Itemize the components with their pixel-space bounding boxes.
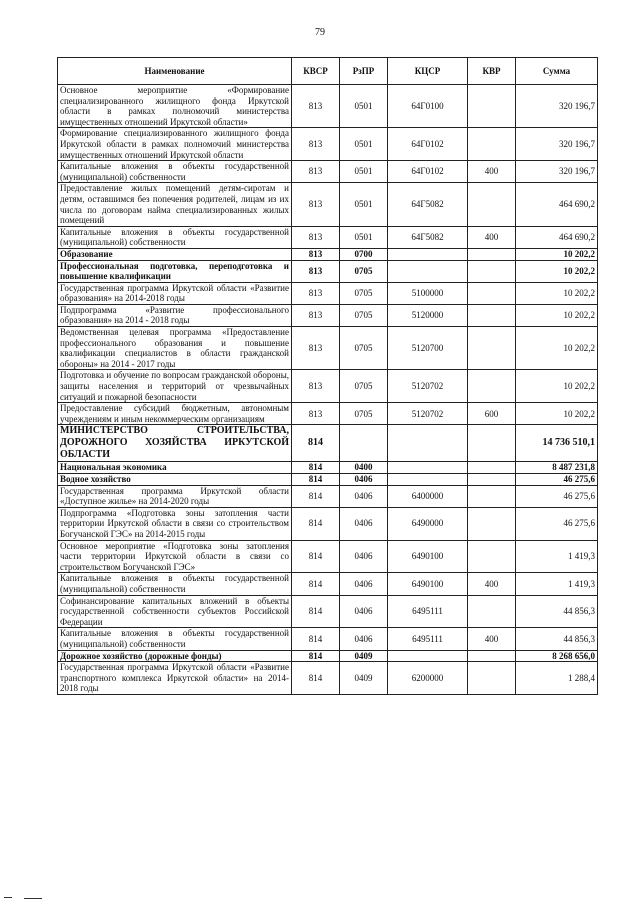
cell-name: Образование [58, 248, 292, 260]
cell-name: Подпрограмма «Подготовка зоны затопления части территории Иркутской области в связи со строительством Богучанской ГЭС» на 2014-2015 годы [58, 507, 292, 540]
cell-kvr [468, 540, 516, 573]
cell-kcsr: 6495111 [388, 628, 468, 650]
cell-kvsr: 813 [292, 128, 340, 161]
cell-name: Подготовка и обучение по вопросам гражданской обороны, защиты населения и территорий от чрезвычайных ситуаций и пожарной безопасности [58, 370, 292, 403]
cell-rzpr: 0501 [340, 128, 388, 161]
header-rzpr: РзПР [340, 58, 388, 85]
cell-kvsr: 813 [292, 260, 340, 282]
cell-kvsr: 813 [292, 327, 340, 370]
cell-kvr [468, 370, 516, 403]
cell-kvsr: 813 [292, 248, 340, 260]
cell-kvsr: 814 [292, 507, 340, 540]
cell-sum: 320 196,7 [516, 161, 598, 183]
table-row [58, 304, 598, 326]
cell-kvr [468, 327, 516, 370]
cell-name: МИНИСТЕРСТВО СТРОИТЕЛЬСТВА, ДОРОЖНОГО ХОЗЯЙСТВА ИРКУТСКОЙ ОБЛАСТИ [58, 425, 292, 462]
table-row [58, 507, 598, 540]
table-row [58, 260, 598, 282]
cell-sum: 10 202,2 [516, 248, 598, 260]
page-number: 79 [315, 27, 325, 38]
cell-kvr [468, 183, 516, 226]
cell-rzpr [340, 425, 388, 462]
cell-sum: 10 202,2 [516, 370, 598, 403]
table-header-row [58, 58, 598, 85]
cell-rzpr: 0501 [340, 85, 388, 128]
cell-kvsr: 814 [292, 595, 340, 628]
cell-sum: 464 690,2 [516, 183, 598, 226]
cell-name: Государственная программа Иркутской области «Доступное жилье» на 2014-2020 годы [58, 485, 292, 507]
budget-table [57, 57, 598, 695]
cell-kvr [468, 85, 516, 128]
cell-rzpr: 0409 [340, 650, 388, 662]
cell-kcsr: 5100000 [388, 282, 468, 304]
table-row [58, 248, 598, 260]
cell-kcsr: 5120702 [388, 370, 468, 403]
cell-kvsr: 814 [292, 628, 340, 650]
header-kcsr: КЦСР [388, 58, 468, 85]
cell-name: Ведомственная целевая программа «Предоставление профессионального образования и повышение квалификации специалистов в области гражданской обороны» на 2014 - 2017 годы [58, 327, 292, 370]
cell-kvsr: 813 [292, 304, 340, 326]
cell-kvsr: 814 [292, 650, 340, 662]
cell-rzpr: 0409 [340, 662, 388, 695]
cell-sum: 44 856,3 [516, 595, 598, 628]
cell-name: Предоставление субсидий бюджетным, автономным учреждениям и иным некоммерческим организациям [58, 403, 292, 425]
cell-kcsr: 6490000 [388, 507, 468, 540]
cell-rzpr: 0406 [340, 540, 388, 573]
cell-name: Подпрограмма «Развитие профессионального образования» на 2014 - 2018 годы [58, 304, 292, 326]
cell-kcsr [388, 650, 468, 662]
cell-kcsr: 6495111 [388, 595, 468, 628]
cell-kvr [468, 595, 516, 628]
cell-kcsr: 5120702 [388, 403, 468, 425]
cell-kcsr [388, 462, 468, 474]
cell-rzpr: 0705 [340, 304, 388, 326]
header-sum: Сумма [516, 58, 598, 85]
cell-name: Водное хозяйство [58, 474, 292, 486]
cell-kcsr: 6200000 [388, 662, 468, 695]
cell-sum: 320 196,7 [516, 85, 598, 128]
cell-sum: 320 196,7 [516, 128, 598, 161]
cell-rzpr: 0406 [340, 573, 388, 595]
cell-name: Профессиональная подготовка, переподготовка и повышение квалификации [58, 260, 292, 282]
cell-name: Национальная экономика [58, 462, 292, 474]
scan-mark [4, 897, 12, 898]
table-row [58, 327, 598, 370]
cell-sum: 10 202,2 [516, 282, 598, 304]
cell-sum: 10 202,2 [516, 304, 598, 326]
cell-kvsr: 813 [292, 403, 340, 425]
cell-kvsr: 814 [292, 485, 340, 507]
cell-rzpr: 0406 [340, 474, 388, 486]
cell-name: Софинансирование капитальных вложений в объекты государственной собственности субъектов Российской Федерации [58, 595, 292, 628]
cell-kvsr: 814 [292, 474, 340, 486]
cell-name: Предоставление жилых помещений детям-сиротам и детям, оставшимся без попечения родителей, лицам из их числа по договорам найма специализированных жилых помещений [58, 183, 292, 226]
cell-kvr: 400 [468, 161, 516, 183]
cell-kvr [468, 662, 516, 695]
cell-kcsr: 6490100 [388, 573, 468, 595]
cell-sum: 1 419,3 [516, 573, 598, 595]
cell-rzpr: 0400 [340, 462, 388, 474]
cell-rzpr: 0705 [340, 403, 388, 425]
table-row [58, 662, 598, 695]
cell-name: Государственная программа Иркутской области «Развитие образования» на 2014-2018 годы [58, 282, 292, 304]
cell-name: Государственная программа Иркутской области «Развитие транспортного комплекса Иркутской области» на 2014-2018 годы [58, 662, 292, 695]
cell-sum: 8 487 231,8 [516, 462, 598, 474]
cell-rzpr: 0705 [340, 260, 388, 282]
scan-mark [24, 898, 42, 899]
cell-kcsr [388, 260, 468, 282]
cell-kvr: 400 [468, 573, 516, 595]
table-row [58, 650, 598, 662]
cell-kvr [468, 474, 516, 486]
cell-name: Капитальные вложения в объекты государственной (муниципальной) собственности [58, 226, 292, 248]
table-row [58, 485, 598, 507]
cell-kcsr: 5120700 [388, 327, 468, 370]
cell-kvr [468, 248, 516, 260]
cell-kvr [468, 260, 516, 282]
cell-sum: 10 202,2 [516, 327, 598, 370]
cell-kcsr [388, 474, 468, 486]
table-row [58, 282, 598, 304]
cell-rzpr: 0705 [340, 370, 388, 403]
cell-kvr: 600 [468, 403, 516, 425]
cell-rzpr: 0501 [340, 183, 388, 226]
table-row [58, 573, 598, 595]
cell-rzpr: 0406 [340, 485, 388, 507]
table-row [58, 85, 598, 128]
table-row [58, 161, 598, 183]
cell-kvsr: 814 [292, 462, 340, 474]
cell-kcsr: 64Г0102 [388, 128, 468, 161]
table-row [58, 370, 598, 403]
cell-sum: 46 275,6 [516, 485, 598, 507]
table-row [58, 403, 598, 425]
cell-kvr [468, 282, 516, 304]
table-row [58, 425, 598, 462]
cell-rzpr: 0501 [340, 161, 388, 183]
cell-kvsr: 813 [292, 370, 340, 403]
cell-name: Капитальные вложения в объекты государственной (муниципальной) собственности [58, 628, 292, 650]
table-row [58, 128, 598, 161]
cell-kvr [468, 507, 516, 540]
cell-kcsr: 64Г5082 [388, 226, 468, 248]
cell-kvsr: 813 [292, 183, 340, 226]
cell-sum: 44 856,3 [516, 628, 598, 650]
cell-name: Капитальные вложения в объекты государственной (муниципальной) собственности [58, 161, 292, 183]
cell-sum: 464 690,2 [516, 226, 598, 248]
cell-kvsr: 814 [292, 540, 340, 573]
cell-sum: 1 288,4 [516, 662, 598, 695]
cell-kvr [468, 425, 516, 462]
table-row [58, 595, 598, 628]
cell-rzpr: 0406 [340, 628, 388, 650]
cell-name: Основное мероприятие «Формирование специализированного жилищного фонда Иркутской области в рамках полномочий министерства имущественных отношений Иркутской области» [58, 85, 292, 128]
cell-sum: 46 275,6 [516, 474, 598, 486]
header-kvsr: КВСР [292, 58, 340, 85]
cell-name: Формирование специализированного жилищного фонда Иркутской области в рамках полномочий министерства имущественных отношений Иркутской области [58, 128, 292, 161]
cell-kvsr: 814 [292, 425, 340, 462]
table-row [58, 183, 598, 226]
cell-rzpr: 0700 [340, 248, 388, 260]
cell-kvsr: 813 [292, 226, 340, 248]
cell-kvsr: 814 [292, 573, 340, 595]
cell-name: Капитальные вложения в объекты государственной (муниципальной) собственности [58, 573, 292, 595]
cell-rzpr: 0501 [340, 226, 388, 248]
cell-kvsr: 813 [292, 161, 340, 183]
cell-kvsr: 813 [292, 282, 340, 304]
cell-sum: 46 275,6 [516, 507, 598, 540]
cell-sum: 8 268 656,0 [516, 650, 598, 662]
cell-kcsr: 64Г0102 [388, 161, 468, 183]
cell-kvsr: 814 [292, 662, 340, 695]
table-row [58, 226, 598, 248]
cell-kvr [468, 128, 516, 161]
cell-name: Дорожное хозяйство (дорожные фонды) [58, 650, 292, 662]
cell-sum: 1 419,3 [516, 540, 598, 573]
cell-sum: 10 202,2 [516, 403, 598, 425]
cell-kvsr: 813 [292, 85, 340, 128]
table-row [58, 628, 598, 650]
cell-kvr: 400 [468, 226, 516, 248]
cell-kcsr: 5120000 [388, 304, 468, 326]
cell-kcsr [388, 425, 468, 462]
header-name: Наименование [58, 58, 292, 85]
cell-kvr [468, 650, 516, 662]
table-row [58, 474, 598, 486]
cell-rzpr: 0705 [340, 282, 388, 304]
cell-kcsr: 6400000 [388, 485, 468, 507]
cell-rzpr: 0406 [340, 507, 388, 540]
table-row [58, 540, 598, 573]
cell-kvr [468, 462, 516, 474]
cell-sum: 14 736 510,1 [516, 425, 598, 462]
cell-kvr [468, 304, 516, 326]
cell-kvr [468, 485, 516, 507]
cell-name: Основное мероприятие «Подготовка зоны затопления части территории Иркутской области в связи со строительством Богучанской ГЭС» [58, 540, 292, 573]
cell-kcsr: 6490100 [388, 540, 468, 573]
cell-rzpr: 0705 [340, 327, 388, 370]
header-kvr: КВР [468, 58, 516, 85]
cell-kcsr: 64Г0100 [388, 85, 468, 128]
cell-sum: 10 202,2 [516, 260, 598, 282]
cell-kcsr [388, 248, 468, 260]
cell-rzpr: 0406 [340, 595, 388, 628]
cell-kvr: 400 [468, 628, 516, 650]
table-row [58, 462, 598, 474]
cell-kcsr: 64Г5082 [388, 183, 468, 226]
